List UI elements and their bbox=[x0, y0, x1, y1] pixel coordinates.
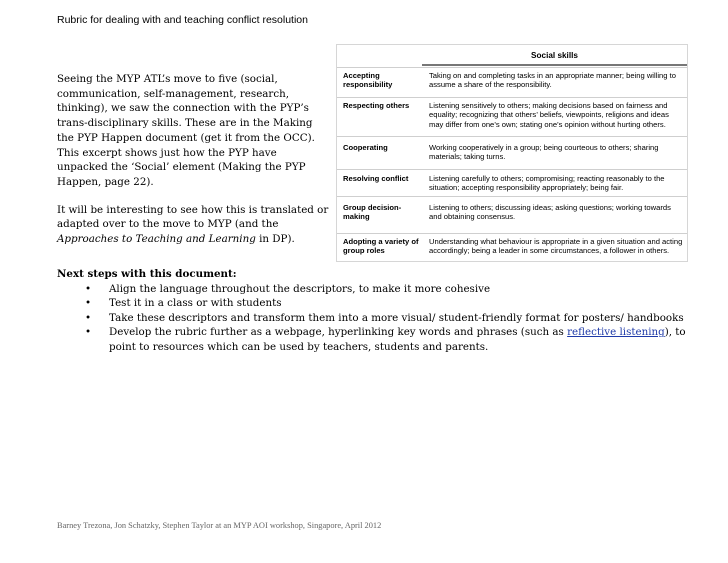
list-item bbox=[57, 311, 697, 326]
skill-name: Group decision-making bbox=[343, 203, 402, 222]
social-skills-figure bbox=[336, 44, 688, 262]
page-header: Rubric for dealing with and teaching conflict resolution bbox=[57, 14, 308, 26]
skill-row bbox=[337, 233, 687, 261]
skill-description: Understanding what behaviour is appropriate in a given situation and acting accordingly; being a leader in some circumstances, a follower in others. bbox=[429, 237, 683, 256]
skill-name: Resolving conflict bbox=[343, 174, 409, 183]
list-item bbox=[57, 282, 697, 297]
skill-description: Listening to others; discussing ideas; asking questions; working towards and obtaining consensus. bbox=[429, 203, 671, 222]
page-footer: Barney Trezona, Jon Schatzky, Stephen Taylor at an MYP AOI workshop, Singapore, April 2012 bbox=[57, 521, 382, 530]
intro-paragraph-1: Seeing the MYP ATL’s move to five (social, communication, self-management, research, thinking), we saw the connection with the PYP’s trans-disciplinary skills. These are in the Making the PYP Happen document (get it from the OCC). This excerpt shows just how the PYP have unpacked the ‘Social’ element (Making the PYP Happen, page 22). bbox=[57, 73, 315, 188]
skill-name: Adopting a variety of group roles bbox=[343, 237, 419, 256]
list-item-text: Align the language throughout the descriptors, to make it more cohesive bbox=[109, 282, 491, 295]
skill-description: Working cooperatively in a group; being courteous to others; sharing materials; taking turns. bbox=[429, 143, 659, 162]
intro-text bbox=[57, 72, 329, 260]
list-item-text: Take these descriptors and transform them into a more visual/ student-friendly format for posters/ handbooks bbox=[109, 311, 684, 324]
next-steps bbox=[57, 267, 697, 355]
intro-p2-text: It will be interesting to see how this is translated or adapted over to the move to MYP (and the bbox=[57, 203, 329, 231]
skill-row bbox=[337, 169, 687, 196]
bullet-icon: • bbox=[85, 326, 92, 339]
skill-description: Listening carefully to others; compromising; reacting reasonably to the situation; accepting responsibility appropriately; being fair. bbox=[429, 174, 665, 193]
intro-p2-italic: Approaches to Teaching and Learning bbox=[57, 233, 256, 246]
bullet-icon: • bbox=[85, 282, 92, 295]
skill-row bbox=[337, 97, 687, 135]
list-item bbox=[57, 325, 697, 354]
skill-name: Cooperating bbox=[343, 143, 388, 152]
skill-name: Accepting responsibility bbox=[343, 71, 393, 90]
bullet-icon: • bbox=[85, 311, 92, 324]
skill-name: Respecting others bbox=[343, 101, 410, 110]
figure-title: Social skills bbox=[422, 47, 687, 66]
skill-description: Taking on and completing tasks in an appropriate manner; being willing to assume a share of the responsibility. bbox=[429, 71, 676, 90]
reflective-listening-link[interactable]: reflective listening bbox=[567, 326, 665, 339]
list-item-text: Develop the rubric further as a webpage, hyperlinking key words and phrases (such as bbox=[109, 326, 568, 339]
intro-paragraph-2 bbox=[57, 203, 329, 247]
next-steps-list bbox=[57, 282, 697, 355]
skill-row bbox=[337, 196, 687, 232]
skill-row bbox=[337, 136, 687, 169]
list-item-text-end: ), to point to resources which can be used by teachers, students and parents. bbox=[109, 326, 686, 353]
list-item bbox=[57, 296, 697, 311]
next-steps-title: Next steps with this document: bbox=[57, 268, 237, 280]
intro-p2-end: in DP). bbox=[255, 233, 295, 246]
bullet-icon: • bbox=[85, 297, 92, 310]
list-item-text: Test it in a class or with students bbox=[109, 297, 282, 310]
skill-row bbox=[337, 67, 687, 96]
skill-description: Listening sensitively to others; making decisions based on fairness and equality; recognizing that others’ beliefs, viewpoints, religions and ideas may differ from one’s own; stating one’s opinion without hurting others. bbox=[429, 101, 669, 129]
